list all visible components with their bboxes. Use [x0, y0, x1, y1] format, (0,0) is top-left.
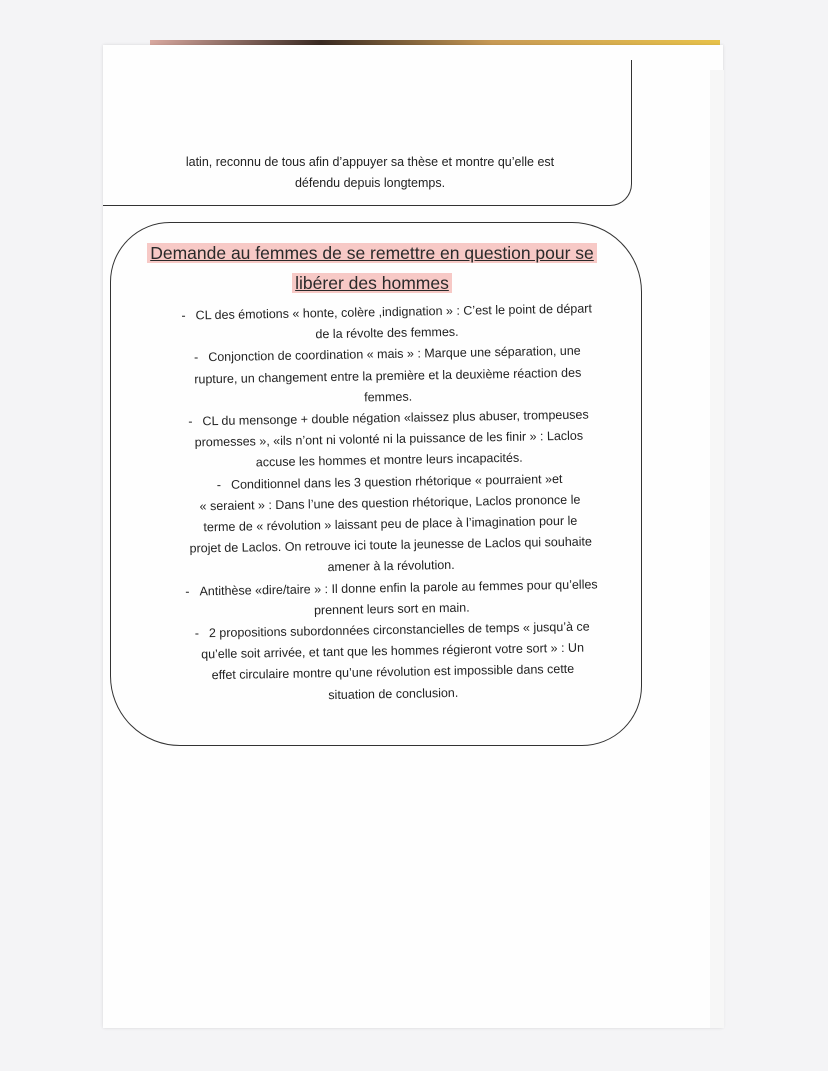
title-line: libérer des hommes — [292, 273, 452, 293]
line-text: 2 propositions subordonnées circonstancielles de temps « jusqu’à ce — [208, 619, 590, 641]
list-item — [144, 467, 636, 582]
line-text: CL du mensonge + double négation «laissez plus abuser, trompeuses — [202, 407, 589, 429]
top-box-text — [130, 152, 610, 194]
paper-edge — [710, 70, 724, 1028]
line-text: projet de Laclos. On retrouve ici toute la jeunesse de Laclos qui souhaite — [189, 534, 592, 556]
line-text: effet circulaire montre qu’une révolution est impossible dans cette — [211, 662, 575, 683]
line-text: terme de « révolution » laissant peu de place à l’imagination pour le — [203, 513, 578, 535]
line-text: de la révolte des femmes. — [315, 324, 459, 342]
line-text: prennent leurs sort en main. — [313, 600, 470, 618]
line-text: amener à la révolution. — [327, 558, 455, 575]
text-line: latin, reconnu de tous afin d’appuyer sa thèse et montre qu’elle est — [185, 155, 555, 169]
bullet-dash: - — [181, 308, 186, 323]
line-text: situation de conclusion. — [328, 685, 459, 702]
list-item — [147, 616, 638, 709]
line-text: CL des émotions « honte, colère ,indignation » : C’est le point de départ — [195, 301, 592, 323]
line-text: rupture, un changement entre la première et la deuxième réaction des — [194, 365, 582, 387]
list-item — [143, 404, 634, 476]
list-item — [142, 340, 633, 412]
line-text: Antithèse «dire/taire » : Il donne enfin la parole au femmes pour qu’elles — [199, 577, 598, 598]
bullet-list — [142, 298, 639, 709]
line-text: Conditionnel dans les 3 question rhétorique « pourraient »et — [230, 471, 563, 492]
line-text: femmes. — [364, 389, 413, 405]
bullet-dash: - — [188, 414, 193, 429]
line-text: accuse les hommes et montre leurs incapacités. — [255, 451, 523, 470]
section-title — [132, 238, 612, 298]
text-line: défendu depuis longtemps. — [294, 176, 446, 190]
bullet-dash: - — [194, 626, 200, 641]
title-line: Demande au femmes de se remettre en question pour se — [147, 243, 597, 263]
line-text: promesses », «ils n’ont ni volonté ni la puissance de les finir » : Laclos — [194, 428, 584, 450]
line-text: qu’elle soit arrivée, et tant que les hommes régieront votre sort » : Un — [201, 640, 585, 662]
bullet-dash: - — [185, 584, 190, 599]
line-text: Conjonction de coordination « mais » : Marque une séparation, une — [208, 344, 581, 365]
bullet-dash: - — [193, 350, 199, 365]
line-text: « seraient » : Dans l’une des question rhétorique, Laclos prononce le — [199, 492, 581, 514]
bullet-dash: - — [216, 477, 222, 492]
